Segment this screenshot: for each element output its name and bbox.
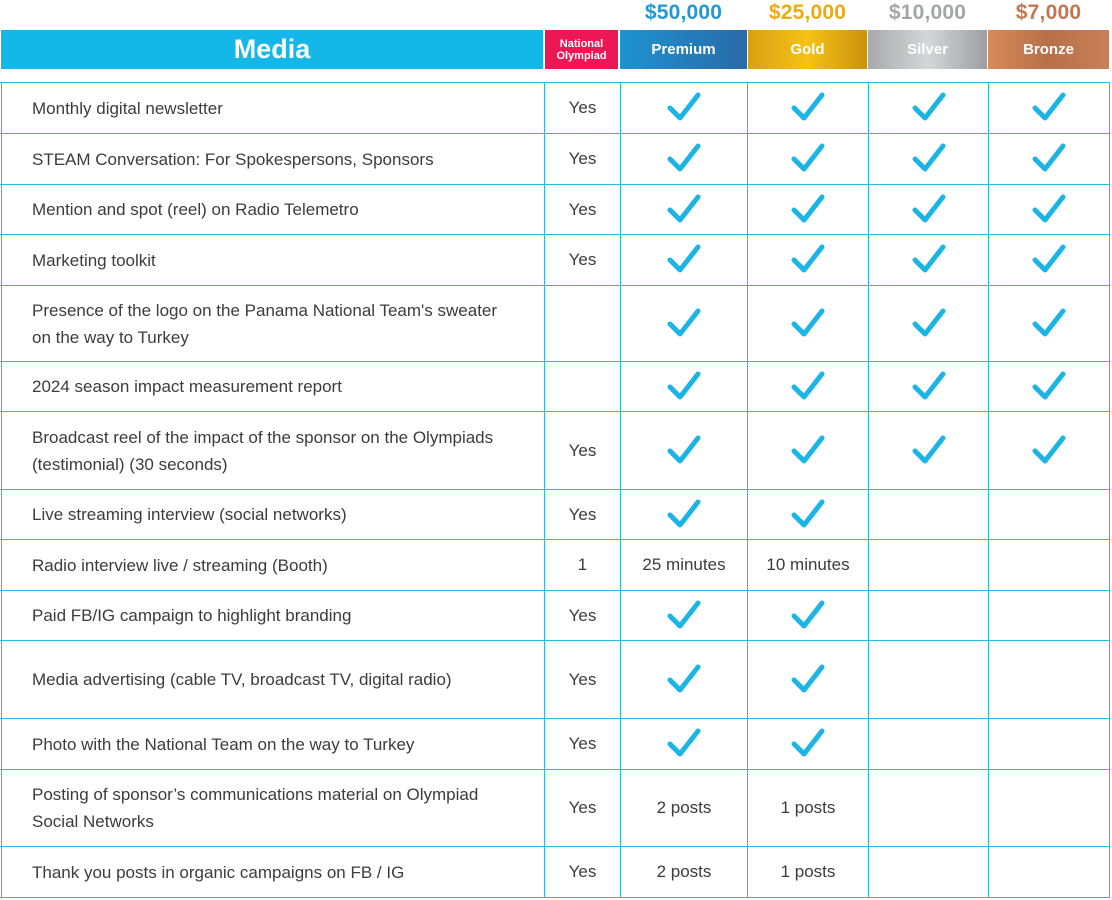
bronze-cell [989,540,1110,590]
silver-check-icon [869,134,989,184]
silver-cell [869,641,989,718]
bronze-check-icon [989,134,1110,184]
gold-check-icon [748,641,869,718]
silver-check-icon [869,83,989,133]
premium-check-icon [621,134,748,184]
premium-check-icon [621,83,748,133]
benefits-table [0,82,1110,898]
table-row [0,134,1110,185]
table-row [0,83,1110,134]
feature-label: Paid FB/IG campaign to highlight branding [1,591,545,640]
feature-label: Posting of sponsor’s communications material on Olympiad Social Networks [1,770,545,846]
gold-check-icon [748,83,869,133]
bronze-header: Bronze [988,30,1109,69]
national-olympiad-cell: Yes [545,641,621,718]
bronze-cell [989,591,1110,640]
table-row [0,185,1110,235]
table-row [0,770,1110,847]
national-olympiad-cell: Yes [545,490,621,539]
table-row [0,847,1110,898]
gold-check-icon [748,591,869,640]
media-header: Media [1,30,543,69]
table-row [0,719,1110,770]
bronze-check-icon [989,362,1110,411]
tier-prices [0,0,1112,28]
silver-cell [869,719,989,769]
table-row [0,591,1110,641]
national-header-line2: Olympiad [556,49,607,62]
national-olympiad-cell: Yes [545,185,621,234]
gold-check-icon [748,719,869,769]
premium-check-icon [621,641,748,718]
gold-check-icon [748,286,869,361]
silver-cell [869,770,989,846]
feature-label: Broadcast reel of the impact of the sponsor on the Olympiads (testimonial) (30 seconds) [1,412,545,489]
silver-check-icon [869,412,989,489]
feature-label: Mention and spot (reel) on Radio Telemetro [1,185,545,234]
premium-check-icon [621,235,748,285]
premium-cell: 2 posts [621,847,748,897]
feature-label: Thank you posts in organic campaigns on FB / IG [1,847,545,897]
premium-check-icon [621,412,748,489]
feature-label: Monthly digital newsletter [1,83,545,133]
feature-label: Photo with the National Team on the way to Turkey [1,719,545,769]
bronze-cell [989,490,1110,539]
national-olympiad-cell [545,286,621,361]
bronze-price: $7,000 [1015,1,1082,24]
national-olympiad-cell: Yes [545,412,621,489]
table-row [0,235,1110,286]
bronze-check-icon [989,185,1110,234]
silver-cell [869,591,989,640]
gold-cell: 1 posts [748,770,869,846]
silver-header: Silver [868,30,987,69]
national-olympiad-cell: 1 [545,540,621,590]
premium-check-icon [621,490,748,539]
silver-check-icon [869,362,989,411]
table-row [0,641,1110,719]
silver-check-icon [869,185,989,234]
premium-check-icon [621,362,748,411]
gold-cell: 1 posts [748,847,869,897]
national-olympiad-cell: Yes [545,719,621,769]
silver-cell [869,540,989,590]
national-olympiad-cell: Yes [545,134,621,184]
bronze-check-icon [989,235,1110,285]
silver-price: $10,000 [888,1,967,24]
national-header-line1: National [559,37,604,50]
gold-check-icon [748,235,869,285]
table-row [0,362,1110,412]
gold-price: $25,000 [768,1,847,24]
feature-label: Live streaming interview (social networks) [1,490,545,539]
premium-check-icon [621,719,748,769]
bronze-cell [989,770,1110,846]
national-olympiad-cell: Yes [545,235,621,285]
national-olympiad-header [545,30,618,69]
national-olympiad-cell [545,362,621,411]
table-row [0,412,1110,490]
premium-cell: 25 minutes [621,540,748,590]
silver-cell [869,847,989,897]
national-olympiad-cell: Yes [545,83,621,133]
gold-check-icon [748,134,869,184]
feature-label: 2024 season impact measurement report [1,362,545,411]
gold-check-icon [748,185,869,234]
premium-check-icon [621,185,748,234]
gold-check-icon [748,412,869,489]
national-olympiad-cell: Yes [545,591,621,640]
premium-check-icon [621,591,748,640]
bronze-check-icon [989,286,1110,361]
feature-label: STEAM Conversation: For Spokespersons, Sponsors [1,134,545,184]
feature-label: Presence of the logo on the Panama National Team's sweater on the way to Turkey [1,286,545,361]
gold-check-icon [748,362,869,411]
silver-check-icon [869,235,989,285]
feature-label: Media advertising (cable TV, broadcast TV, digital radio) [1,641,545,718]
national-olympiad-cell: Yes [545,847,621,897]
gold-header: Gold [748,30,867,69]
gold-check-icon [748,490,869,539]
bronze-cell [989,719,1110,769]
table-row [0,286,1110,362]
bronze-cell [989,847,1110,897]
bronze-check-icon [989,83,1110,133]
premium-check-icon [621,286,748,361]
gold-cell: 10 minutes [748,540,869,590]
bronze-cell [989,641,1110,718]
feature-label: Marketing toolkit [1,235,545,285]
silver-cell [869,490,989,539]
table-row [0,490,1110,540]
premium-header: Premium [620,30,747,69]
feature-label: Radio interview live / streaming (Booth) [1,540,545,590]
table-row [0,540,1110,591]
silver-check-icon [869,286,989,361]
bronze-check-icon [989,412,1110,489]
premium-cell: 2 posts [621,770,748,846]
premium-price: $50,000 [644,1,723,24]
national-olympiad-cell: Yes [545,770,621,846]
